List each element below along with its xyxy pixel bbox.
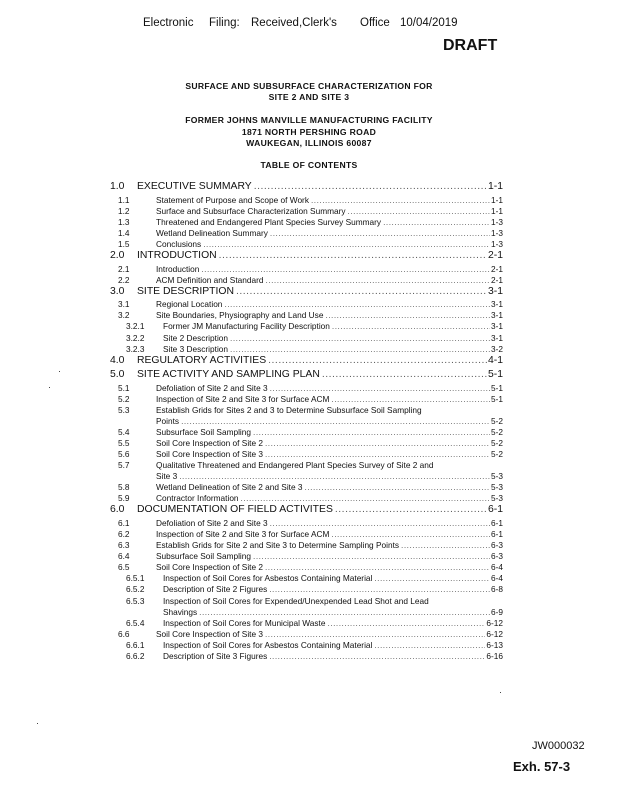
- toc-entry: [118, 275, 503, 285]
- toc-entry: [118, 228, 503, 238]
- toc-title: Contractor Information: [156, 493, 239, 503]
- toc-page: 6-13: [486, 640, 503, 650]
- toc-title: SITE ACTIVITY AND SAMPLING PLAN: [137, 369, 320, 380]
- toc-entry: [126, 640, 503, 650]
- toc-title: Subsurface Soil Sampling: [156, 427, 252, 437]
- toc-number: 5.6: [118, 449, 130, 459]
- toc-page: 6-16: [486, 651, 503, 661]
- bates-number: JW000032: [532, 740, 585, 752]
- toc-number: 6.5: [118, 562, 130, 572]
- toc-heading: TABLE OF CONTENTS: [260, 160, 358, 170]
- toc-entry: [118, 629, 503, 639]
- report-title-line1: SURFACE AND SUBSURFACE CHARACTERIZATION FOR: [185, 81, 433, 91]
- toc-number: 2.2: [118, 275, 130, 285]
- toc-title: Establish Grids for Sites 2 and 3 to Determine Subsurface Soil Sampling: [156, 405, 422, 415]
- toc-title: Soil Core Inspection of Site 2: [156, 562, 263, 572]
- toc-entry: [110, 355, 503, 366]
- scan-speck: [37, 723, 38, 724]
- toc-title: Soil Core Inspection of Site 3: [156, 449, 263, 459]
- toc-number: 5.4: [118, 427, 130, 437]
- toc-entry: [118, 438, 503, 448]
- toc-page: 5-3: [491, 493, 503, 503]
- toc-number: 5.0: [110, 369, 125, 380]
- toc-entry: [118, 299, 503, 309]
- toc-entry-multiline: [118, 405, 422, 415]
- toc-title: Defoliation of Site 2 and Site 3: [156, 518, 268, 528]
- toc-page: 3-1: [487, 286, 503, 297]
- toc-number: 5.1: [118, 383, 130, 393]
- toc-title-cont: Site 3: [156, 471, 178, 481]
- toc-page: 5-3: [491, 482, 503, 492]
- toc-page: 6-3: [491, 551, 503, 561]
- toc-page: 5-1: [487, 369, 503, 380]
- toc-entry: [110, 250, 503, 261]
- toc-number: 3.2.2: [126, 333, 145, 343]
- toc-page: 6-1: [487, 504, 503, 515]
- toc-entry: [118, 427, 503, 437]
- toc-entry: [118, 529, 503, 539]
- toc-entry: [118, 551, 503, 561]
- toc-entry: [118, 217, 503, 227]
- facility-address: 1871 NORTH PERSHING ROAD: [241, 127, 377, 137]
- toc-entry: [118, 206, 503, 216]
- toc-title: EXECUTIVE SUMMARY: [137, 181, 252, 192]
- scan-speck: [59, 371, 60, 372]
- toc-page: 4-1: [487, 355, 503, 366]
- toc-entry: [126, 321, 503, 331]
- toc-entry: [118, 562, 503, 572]
- toc-number: 1.4: [118, 228, 130, 238]
- toc-title: SITE DESCRIPTION: [137, 286, 234, 297]
- toc-title: Inspection of Soil Cores for Asbestos Containing Material: [163, 573, 373, 583]
- toc-entry-multiline: [118, 460, 434, 470]
- toc-number: 6.5.3: [126, 596, 145, 606]
- toc-page: 6-3: [491, 540, 503, 550]
- toc-title: Surface and Subsurface Characterization Summary: [156, 206, 346, 216]
- filing-date: 10/04/2019: [400, 17, 458, 29]
- toc-page: 6-4: [491, 573, 503, 583]
- toc-number: 3.1: [118, 299, 130, 309]
- toc-entry: [118, 239, 503, 249]
- draft-stamp: DRAFT: [443, 37, 498, 54]
- facility-city: WAUKEGAN, ILLINOIS 60087: [246, 138, 372, 148]
- report-title-line2: SITE 2 AND SITE 3: [268, 92, 350, 102]
- toc-title: Description of Site 3 Figures: [163, 651, 268, 661]
- toc-page: 1-3: [491, 239, 503, 249]
- toc-number: 6.4: [118, 551, 130, 561]
- toc-entry: [118, 540, 503, 550]
- toc-entry: [118, 482, 503, 492]
- toc-title: INTRODUCTION: [137, 250, 217, 261]
- toc-number: 5.7: [118, 460, 130, 470]
- toc-page: 5-2: [491, 438, 503, 448]
- toc-page: 5-2: [491, 427, 503, 437]
- toc-page: 1-1: [491, 195, 503, 205]
- toc-number: 3.2: [118, 310, 130, 320]
- toc-entry-continuation: [163, 607, 503, 617]
- toc-entry: [126, 333, 503, 343]
- toc-number: 5.2: [118, 394, 130, 404]
- toc-title: Former JM Manufacturing Facility Description: [163, 321, 330, 331]
- filing-office: Office: [360, 17, 390, 29]
- toc-number: 6.2: [118, 529, 130, 539]
- toc-number: 2.1: [118, 264, 130, 274]
- toc-page: 6-1: [491, 529, 503, 539]
- toc-number: 1.5: [118, 239, 130, 249]
- toc-title-cont: Shavings: [163, 607, 198, 617]
- toc-title: Establish Grids for Site 2 and Site 3 to Determine Sampling Points: [156, 540, 400, 550]
- toc-entry: [118, 195, 503, 205]
- toc-entry: [110, 181, 503, 192]
- toc-number: 5.9: [118, 493, 130, 503]
- toc-title: Description of Site 2 Figures: [163, 584, 268, 594]
- toc-title: Statement of Purpose and Scope of Work: [156, 195, 309, 205]
- toc-title: Site 3 Description: [163, 344, 229, 354]
- toc-page: 3-1: [491, 321, 503, 331]
- toc-title: Wetland Delineation Summary: [156, 228, 268, 238]
- toc-entry: [118, 394, 503, 404]
- toc-number: 6.1: [118, 518, 130, 528]
- toc-number: 6.3: [118, 540, 130, 550]
- toc-entry: [110, 369, 503, 380]
- toc-title: Inspection of Site 2 and Site 3 for Surface ACM: [156, 394, 330, 404]
- toc-title: Inspection of Site 2 and Site 3 for Surface ACM: [156, 529, 330, 539]
- toc-number: 2.0: [110, 250, 125, 261]
- toc-page: 5-2: [491, 416, 503, 426]
- toc-entry: [118, 264, 503, 274]
- toc-page: 2-1: [487, 250, 503, 261]
- toc-number: 5.3: [118, 405, 130, 415]
- toc-entry: [126, 651, 503, 661]
- toc-number: 6.6.2: [126, 651, 145, 661]
- toc-title: Site 2 Description: [163, 333, 229, 343]
- toc-number: 6.5.1: [126, 573, 145, 583]
- toc-page: 2-1: [491, 275, 503, 285]
- toc-number: 5.5: [118, 438, 130, 448]
- toc-page: 5-1: [491, 383, 503, 393]
- toc-page: 5-2: [491, 449, 503, 459]
- toc-entry: [118, 493, 503, 503]
- toc-number: 3.2.1: [126, 321, 145, 331]
- toc-page: 1-1: [491, 206, 503, 216]
- toc-title: Inspection of Soil Cores for Expended/Unexpended Lead Shot and Lead: [163, 596, 429, 606]
- toc-number: 6.6: [118, 629, 130, 639]
- toc-entry-continuation: [156, 471, 503, 481]
- scan-speck: [49, 387, 50, 388]
- toc-title: Threatened and Endangered Plant Species Survey Summary: [156, 217, 382, 227]
- toc-entry: [110, 504, 503, 515]
- toc-page: 6-12: [486, 618, 503, 628]
- toc-entry: [126, 344, 503, 354]
- filing-label: Filing:: [209, 17, 240, 29]
- toc-title: DOCUMENTATION OF FIELD ACTIVITES: [137, 504, 333, 515]
- toc-title: Soil Core Inspection of Site 3: [156, 629, 263, 639]
- toc-number: 6.0: [110, 504, 125, 515]
- toc-title: Inspection of Soil Cores for Asbestos Containing Material: [163, 640, 373, 650]
- toc-number: 5.8: [118, 482, 130, 492]
- toc-number: 4.0: [110, 355, 125, 366]
- toc-number: 1.2: [118, 206, 130, 216]
- toc-entry: [126, 584, 503, 594]
- filing-received: Received,Clerk's: [251, 17, 337, 29]
- toc-title-cont: Points: [156, 416, 180, 426]
- toc-page: 3-1: [491, 310, 503, 320]
- toc-page: 5-3: [491, 471, 503, 481]
- toc-entry-multiline: [126, 596, 429, 606]
- toc-page: 1-3: [491, 228, 503, 238]
- toc-page: 6-9: [491, 607, 503, 617]
- toc-entry: [118, 310, 503, 320]
- toc-entry: [110, 286, 503, 297]
- toc-number: 1.1: [118, 195, 130, 205]
- toc-entry: [126, 618, 503, 628]
- toc-title: Wetland Delineation of Site 2 and Site 3: [156, 482, 303, 492]
- toc-number: 6.5.4: [126, 618, 145, 628]
- toc-page: 3-2: [491, 344, 503, 354]
- toc-title: Defoliation of Site 2 and Site 3: [156, 383, 268, 393]
- toc-title: ACM Definition and Standard: [156, 275, 264, 285]
- toc-page: 6-1: [491, 518, 503, 528]
- toc-number: 6.5.2: [126, 584, 145, 594]
- toc-page: 2-1: [491, 264, 503, 274]
- exhibit-label: Exh. 57-3: [513, 759, 571, 774]
- toc-title: Site Boundaries, Physiography and Land Use: [156, 310, 324, 320]
- toc-page: 6-12: [486, 629, 503, 639]
- toc-page: 1-1: [487, 181, 503, 192]
- toc-number: 6.6.1: [126, 640, 145, 650]
- toc-entry: [118, 449, 503, 459]
- toc-title: Regional Location: [156, 299, 223, 309]
- toc-title: Subsurface Soil Sampling: [156, 551, 252, 561]
- facility-name: FORMER JOHNS MANVILLE MANUFACTURING FACILITY: [185, 115, 433, 125]
- filing-electronic: Electronic: [143, 17, 194, 29]
- toc-entry: [118, 383, 503, 393]
- toc-title: Inspection of Soil Cores for Municipal Waste: [163, 618, 326, 628]
- toc-number: 1.3: [118, 217, 130, 227]
- toc-page: 5-1: [491, 394, 503, 404]
- toc-number: 1.0: [110, 181, 125, 192]
- toc-page: 3-1: [491, 333, 503, 343]
- toc-entry-continuation: [156, 416, 503, 426]
- toc-page: 3-1: [491, 299, 503, 309]
- toc-title: Conclusions: [156, 239, 202, 249]
- scan-speck: [500, 692, 501, 693]
- toc-number: 3.2.3: [126, 344, 145, 354]
- toc-number: 3.0: [110, 286, 125, 297]
- toc-page: 6-8: [491, 584, 503, 594]
- toc-page: 6-4: [491, 562, 503, 572]
- toc-entry: [118, 518, 503, 528]
- toc-page: 1-3: [491, 217, 503, 227]
- toc-title: REGULATORY ACTIVITIES: [137, 355, 267, 366]
- toc-entry: [126, 573, 503, 583]
- toc-title: Soil Core Inspection of Site 2: [156, 438, 263, 448]
- toc-title: Introduction: [156, 264, 200, 274]
- toc-title: Qualitative Threatened and Endangered Plant Species Survey of Site 2 and: [156, 460, 434, 470]
